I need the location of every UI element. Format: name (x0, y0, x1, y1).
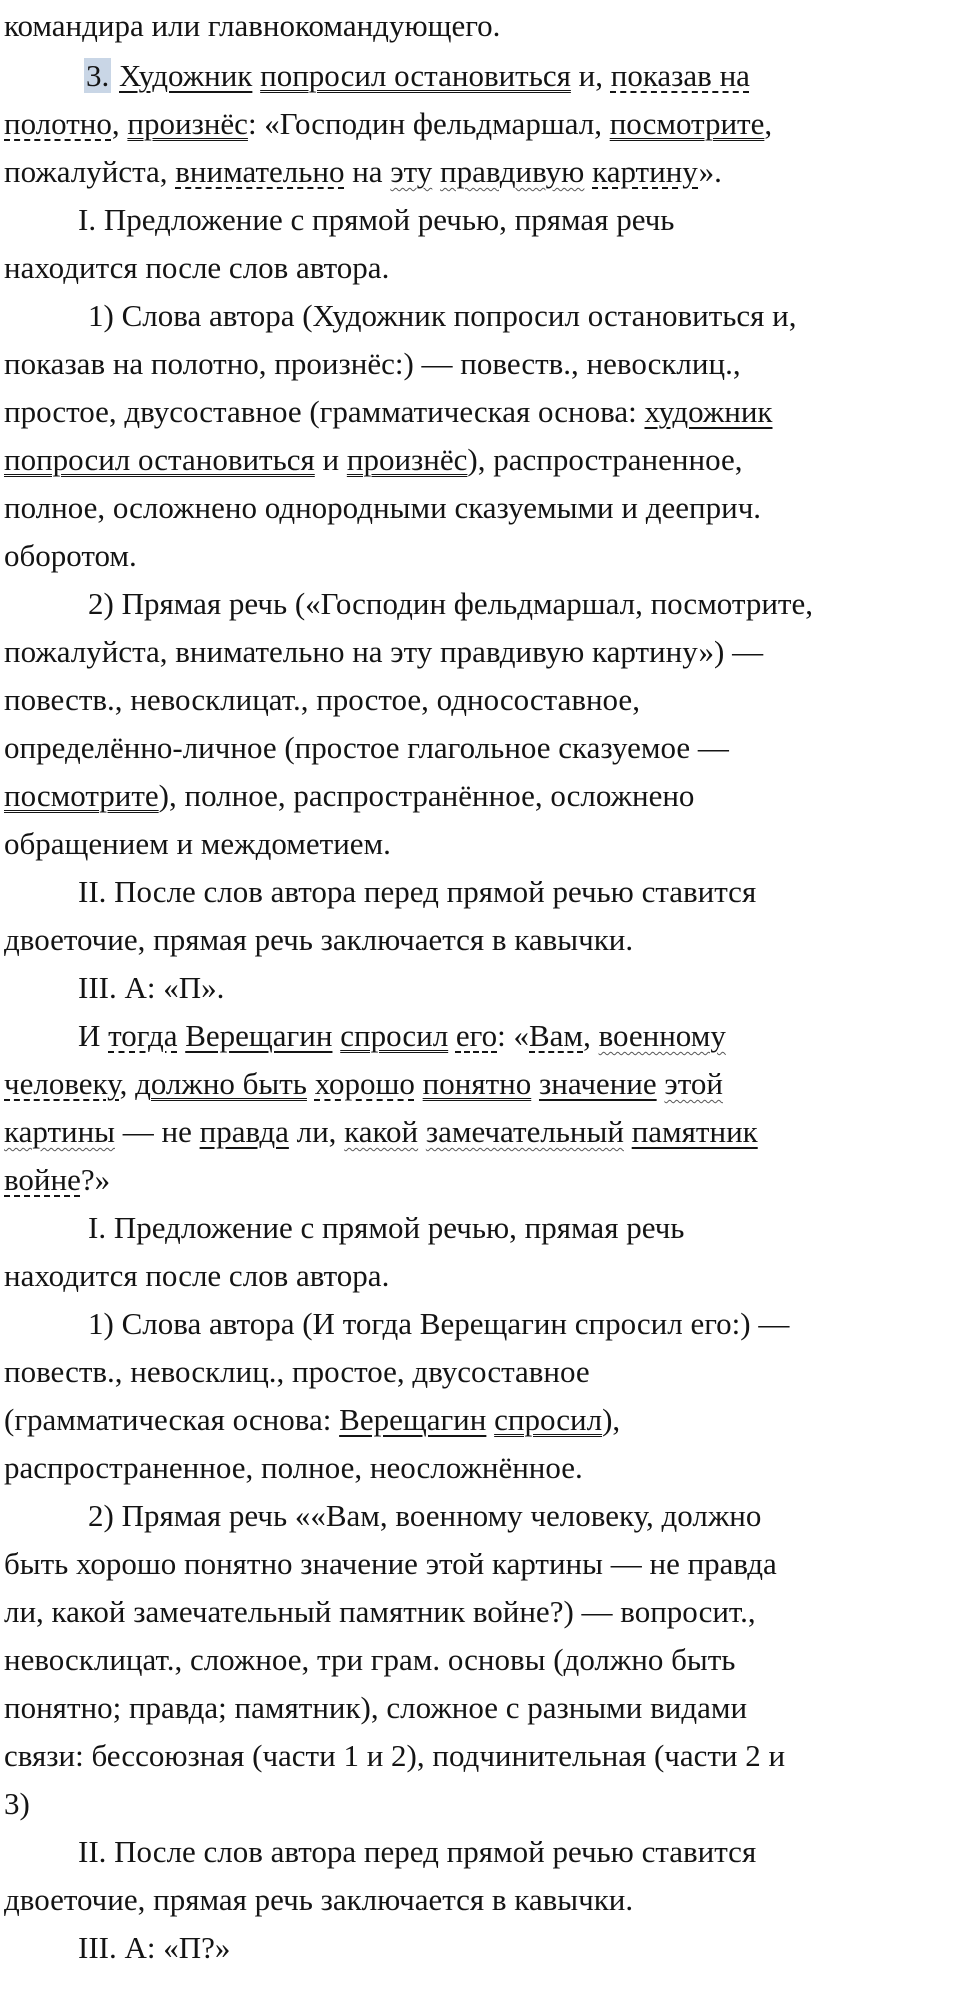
text-line (4, 392, 773, 432)
attribute-word: этой (664, 1066, 723, 1101)
text-fragment: И (78, 1018, 109, 1053)
circumstance-word: хорошо (314, 1066, 415, 1101)
text-line: повеств., невосклицат., простое, односоставное, (4, 682, 640, 717)
text-fragment (531, 1066, 539, 1101)
object-word: человеку (4, 1066, 120, 1101)
predicate-word: посмотрите (4, 778, 159, 813)
predicate-word: попросил остановиться (4, 442, 315, 477)
text-fragment: на (344, 154, 391, 189)
text-fragment: и, (570, 58, 611, 93)
subject-word: Верещагин (185, 1018, 333, 1053)
text-fragment (415, 1066, 423, 1101)
text-line: II. После слов автора перед прямой речью ставится (78, 874, 757, 909)
text-fragment: (грамматическая основа: (4, 1402, 340, 1437)
text-fragment (486, 1402, 494, 1437)
scheme-line: III. А: «П». (78, 970, 225, 1005)
text-line: I. Предложение с прямой речью, прямая речь (78, 202, 675, 237)
sentence-4-line-1 (78, 1016, 726, 1056)
subject-word: Художник (119, 58, 253, 93)
text-fragment: простое, двусоставное (грамматическая основа: (4, 394, 645, 429)
text-line: двоеточие, прямая речь заключается в кавычки. (4, 1882, 634, 1917)
sentence-3-line-2 (4, 104, 772, 144)
text-line: определённо-личное (простое глагольное сказуемое — (4, 730, 729, 765)
text-fragment (307, 1066, 315, 1101)
text-fragment (584, 154, 592, 189)
text-line (4, 776, 694, 816)
text-line: 3) (4, 1786, 30, 1821)
text-fragment: , (583, 1018, 599, 1053)
text-fragment: , (159, 154, 176, 189)
predicate-word: попросил остановиться (260, 58, 571, 93)
text-line: понятно; правда; памятник), сложное с разными видами (4, 1690, 748, 1725)
text-line: командира или главнокомандующего. (4, 8, 501, 43)
text-line: повеств., невосклиц., простое, двусоставное (4, 1354, 590, 1389)
subject-word: художник (644, 394, 773, 429)
sentence-4-line-3 (4, 1112, 758, 1152)
subject-word: Верещагин (339, 1402, 487, 1437)
text-line: 2) Прямая речь («Господин фельдмаршал, посмотрите, (88, 586, 813, 621)
text-fragment (252, 58, 260, 93)
object-word: его (455, 1018, 498, 1053)
predicate-word: посмотрите (609, 106, 765, 141)
text-line: 1) Слова автора (И тогда Верещагин спросил его:) — (88, 1306, 790, 1341)
object-word: Вам (529, 1018, 584, 1053)
text-fragment (432, 154, 440, 189)
text-fragment: ), распространенное, (467, 442, 743, 477)
sentence-4-line-4 (4, 1160, 110, 1200)
attribute-word: военному (598, 1018, 726, 1053)
text-line (4, 1400, 620, 1440)
text-line: 2) Прямая речь ««Вам, военному человеку, должно (88, 1498, 762, 1533)
text-line: находится после слов автора. (4, 250, 390, 285)
text-line: находится после слов автора. (4, 1258, 390, 1293)
attribute-word: правдивую (440, 154, 585, 189)
text-line: обращением и междометием. (4, 826, 391, 861)
object-word: войне (4, 1162, 81, 1197)
text-fragment: : «Господин фельдмаршал, (247, 106, 610, 141)
subject-word: правда (199, 1114, 289, 1149)
predicate-word: произнёс (127, 106, 248, 141)
text-line: II. После слов автора перед прямой речью ставится (78, 1834, 757, 1869)
text-line: оборотом. (4, 538, 137, 573)
text-fragment (418, 1114, 426, 1149)
attribute-word: какой (344, 1114, 419, 1149)
scheme-line: III. А: «П?» (78, 1930, 231, 1965)
text-fragment (111, 58, 119, 93)
predicate-word: спросил (494, 1402, 603, 1437)
attribute-word: замечательный (425, 1114, 624, 1149)
text-line: невосклицат., сложное, три грам. основы (должно быть (4, 1642, 736, 1677)
text-fragment: ?» (80, 1162, 111, 1197)
text-fragment: , (111, 106, 128, 141)
text-line: I. Предложение с прямой речью, прямая речь (88, 1210, 685, 1245)
text-line: ли, какой замечательный памятник войне?) — вопросит., (4, 1594, 756, 1629)
object-word: картину (592, 154, 699, 189)
circumstance-word: показав на (610, 58, 750, 93)
text-line: распространенное, полное, неосложнённое. (4, 1450, 583, 1485)
text-line: связи: бессоюзная (части 1 и 2), подчинительная (части 2 и (4, 1738, 786, 1773)
text-line: 1) Слова автора (Художник попросил остановиться и, (88, 298, 797, 333)
text-line (4, 440, 742, 480)
text-fragment: ». (698, 154, 722, 189)
attribute-word: эту (390, 154, 433, 189)
text-fragment: — не (115, 1114, 200, 1149)
circumstance-word: внимательно (175, 154, 345, 189)
text-line: двоеточие, прямая речь заключается в кавычки. (4, 922, 634, 957)
text-fragment: и (314, 442, 347, 477)
circumstance-word: тогда (108, 1018, 178, 1053)
subject-word: значение (538, 1066, 657, 1101)
text-fragment: ), (602, 1402, 621, 1437)
text-fragment: пожалуйста (4, 154, 160, 189)
text-fragment: , (764, 106, 773, 141)
predicate-word: понятно (422, 1066, 532, 1101)
sentence-4-line-2 (4, 1064, 723, 1104)
text-fragment (624, 1114, 632, 1149)
text-line: полное, осложнено однородными сказуемыми и дееприч. (4, 490, 762, 525)
predicate-word: должно быть (135, 1066, 307, 1101)
sentence-3-line-1 (84, 56, 750, 96)
text-line: быть хорошо понятно значение этой картины — не правда (4, 1546, 777, 1581)
text-fragment: , (119, 1066, 136, 1101)
predicate-word: произнёс (346, 442, 468, 477)
predicate-word: спросил (340, 1018, 449, 1053)
text-fragment: ли, (288, 1114, 345, 1149)
item-number-highlight[interactable]: 3. (86, 58, 110, 93)
attribute-word: картины (4, 1114, 115, 1149)
text-fragment (448, 1018, 456, 1053)
circumstance-word: полотно (4, 106, 112, 141)
subject-word: памятник (631, 1114, 758, 1149)
text-fragment: : « (497, 1018, 529, 1053)
sentence-3-line-3 (4, 152, 722, 192)
text-line: показав на полотно, произнёс:) — повеств., невосклиц., (4, 346, 741, 381)
text-fragment: ), полное, распространённое, осложнено (158, 778, 695, 813)
text-line: пожалуйста, внимательно на эту правдивую картину») — (4, 634, 764, 669)
